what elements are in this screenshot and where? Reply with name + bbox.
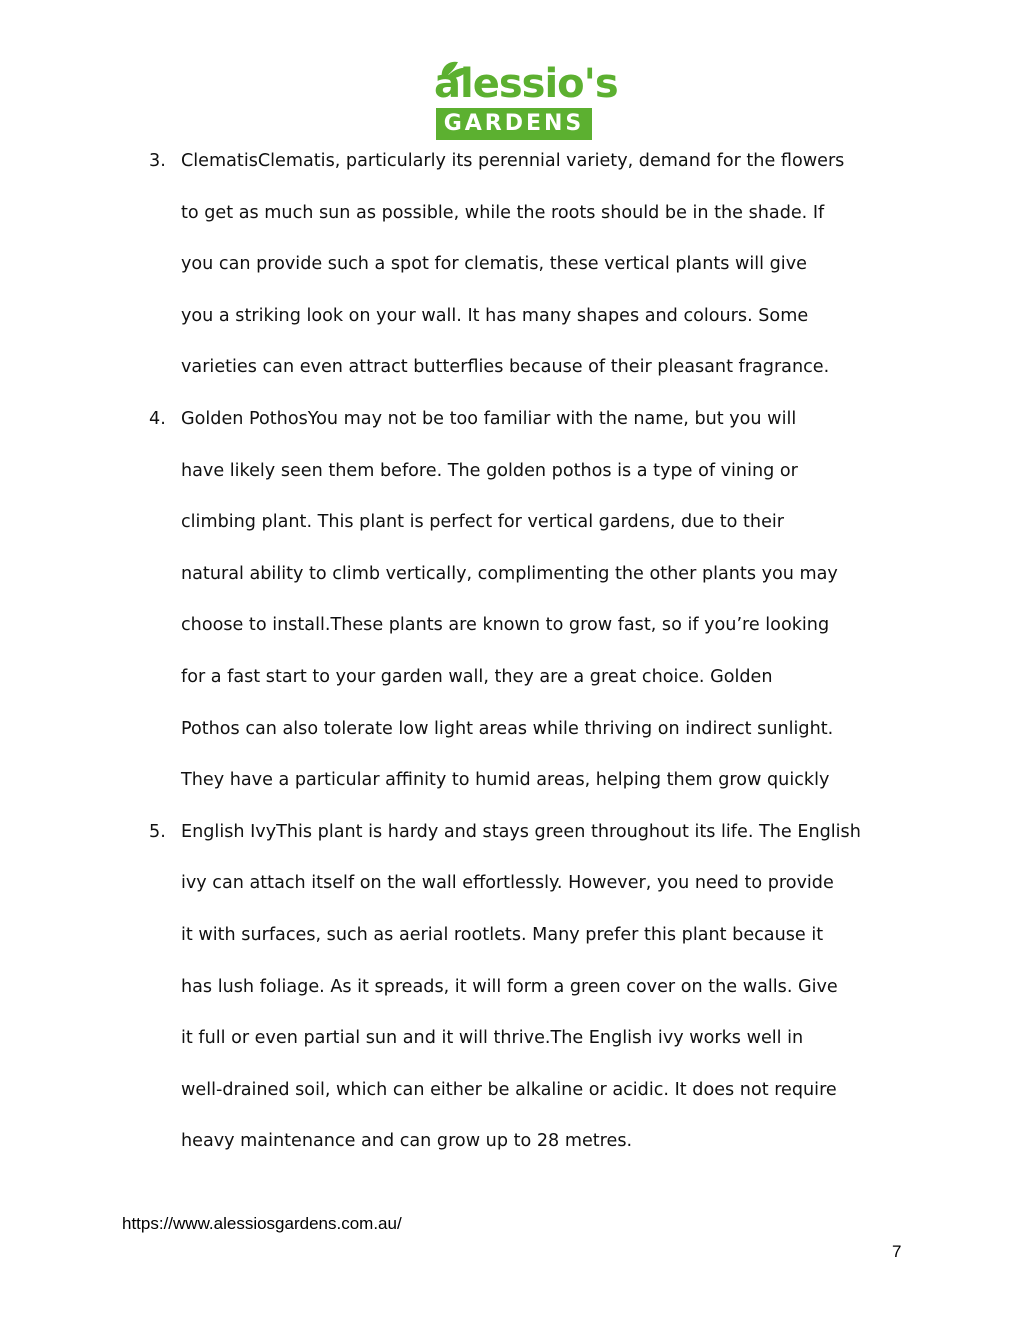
item-line: you can provide such a spot for clematis, these vertical plants will give <box>181 254 807 275</box>
plant-list <box>146 136 916 1168</box>
logo-top-text: alessio's <box>434 61 618 107</box>
item-line: They have a particular affinity to humid areas, helping them grow quickly <box>181 770 830 791</box>
item-line: English IvyThis plant is hardy and stays green throughout its life. The English <box>181 821 861 842</box>
page-number: 7 <box>892 1242 902 1261</box>
item-line: ClematisClematis, particularly its perennial variety, demand for the flowers <box>181 151 845 171</box>
item-line: for a fast start to your garden wall, they are a great choice. Golden <box>181 666 773 687</box>
logo-wordmark <box>432 58 618 108</box>
item-line: has lush foliage. As it spreads, it will form a green cover on the walls. Give <box>181 976 838 997</box>
logo-bottom-text: GARDENS <box>436 108 592 140</box>
item-line: ivy can attach itself on the wall effortlessly. However, you need to provide <box>181 873 834 894</box>
item-line: you a striking look on your wall. It has many shapes and colours. Some <box>181 305 809 326</box>
item-line: natural ability to climb vertically, complimenting the other plants you may <box>181 563 838 584</box>
list-item-golden-pothos <box>146 394 916 807</box>
list-item-english-ivy <box>146 807 916 1168</box>
item-line: Pothos can also tolerate low light areas while thriving on indirect sunlight. <box>181 718 834 739</box>
item-number: 5. <box>149 821 166 842</box>
list-item-clematis <box>146 136 916 394</box>
item-line: to get as much sun as possible, while the roots should be in the shade. If <box>181 202 825 223</box>
footer-url-link[interactable]: https://www.alessiosgardens.com.au/ <box>122 1214 402 1233</box>
item-line: well-drained soil, which can either be alkaline or acidic. It does not require <box>181 1079 837 1100</box>
item-line: have likely seen them before. The golden pothos is a type of vining or <box>181 460 798 481</box>
item-line: choose to install.These plants are known to grow fast, so if you’re looking <box>181 615 830 636</box>
item-line: it full or even partial sun and it will thrive.The English ivy works well in <box>181 1028 804 1049</box>
item-line: climbing plant. This plant is perfect for vertical gardens, due to their <box>181 512 785 533</box>
item-line: it with surfaces, such as aerial rootlets. Many prefer this plant because it <box>181 924 824 945</box>
item-line: Golden PothosYou may not be too familiar with the name, but you will <box>181 408 797 429</box>
item-number: 4. <box>149 408 166 429</box>
item-line: varieties can even attract butterflies because of their pleasant fragrance. <box>181 357 830 378</box>
item-line: heavy maintenance and can grow up to 28 metres. <box>181 1131 633 1152</box>
item-number: 3. <box>149 151 166 171</box>
alessios-gardens-logo <box>432 58 618 142</box>
